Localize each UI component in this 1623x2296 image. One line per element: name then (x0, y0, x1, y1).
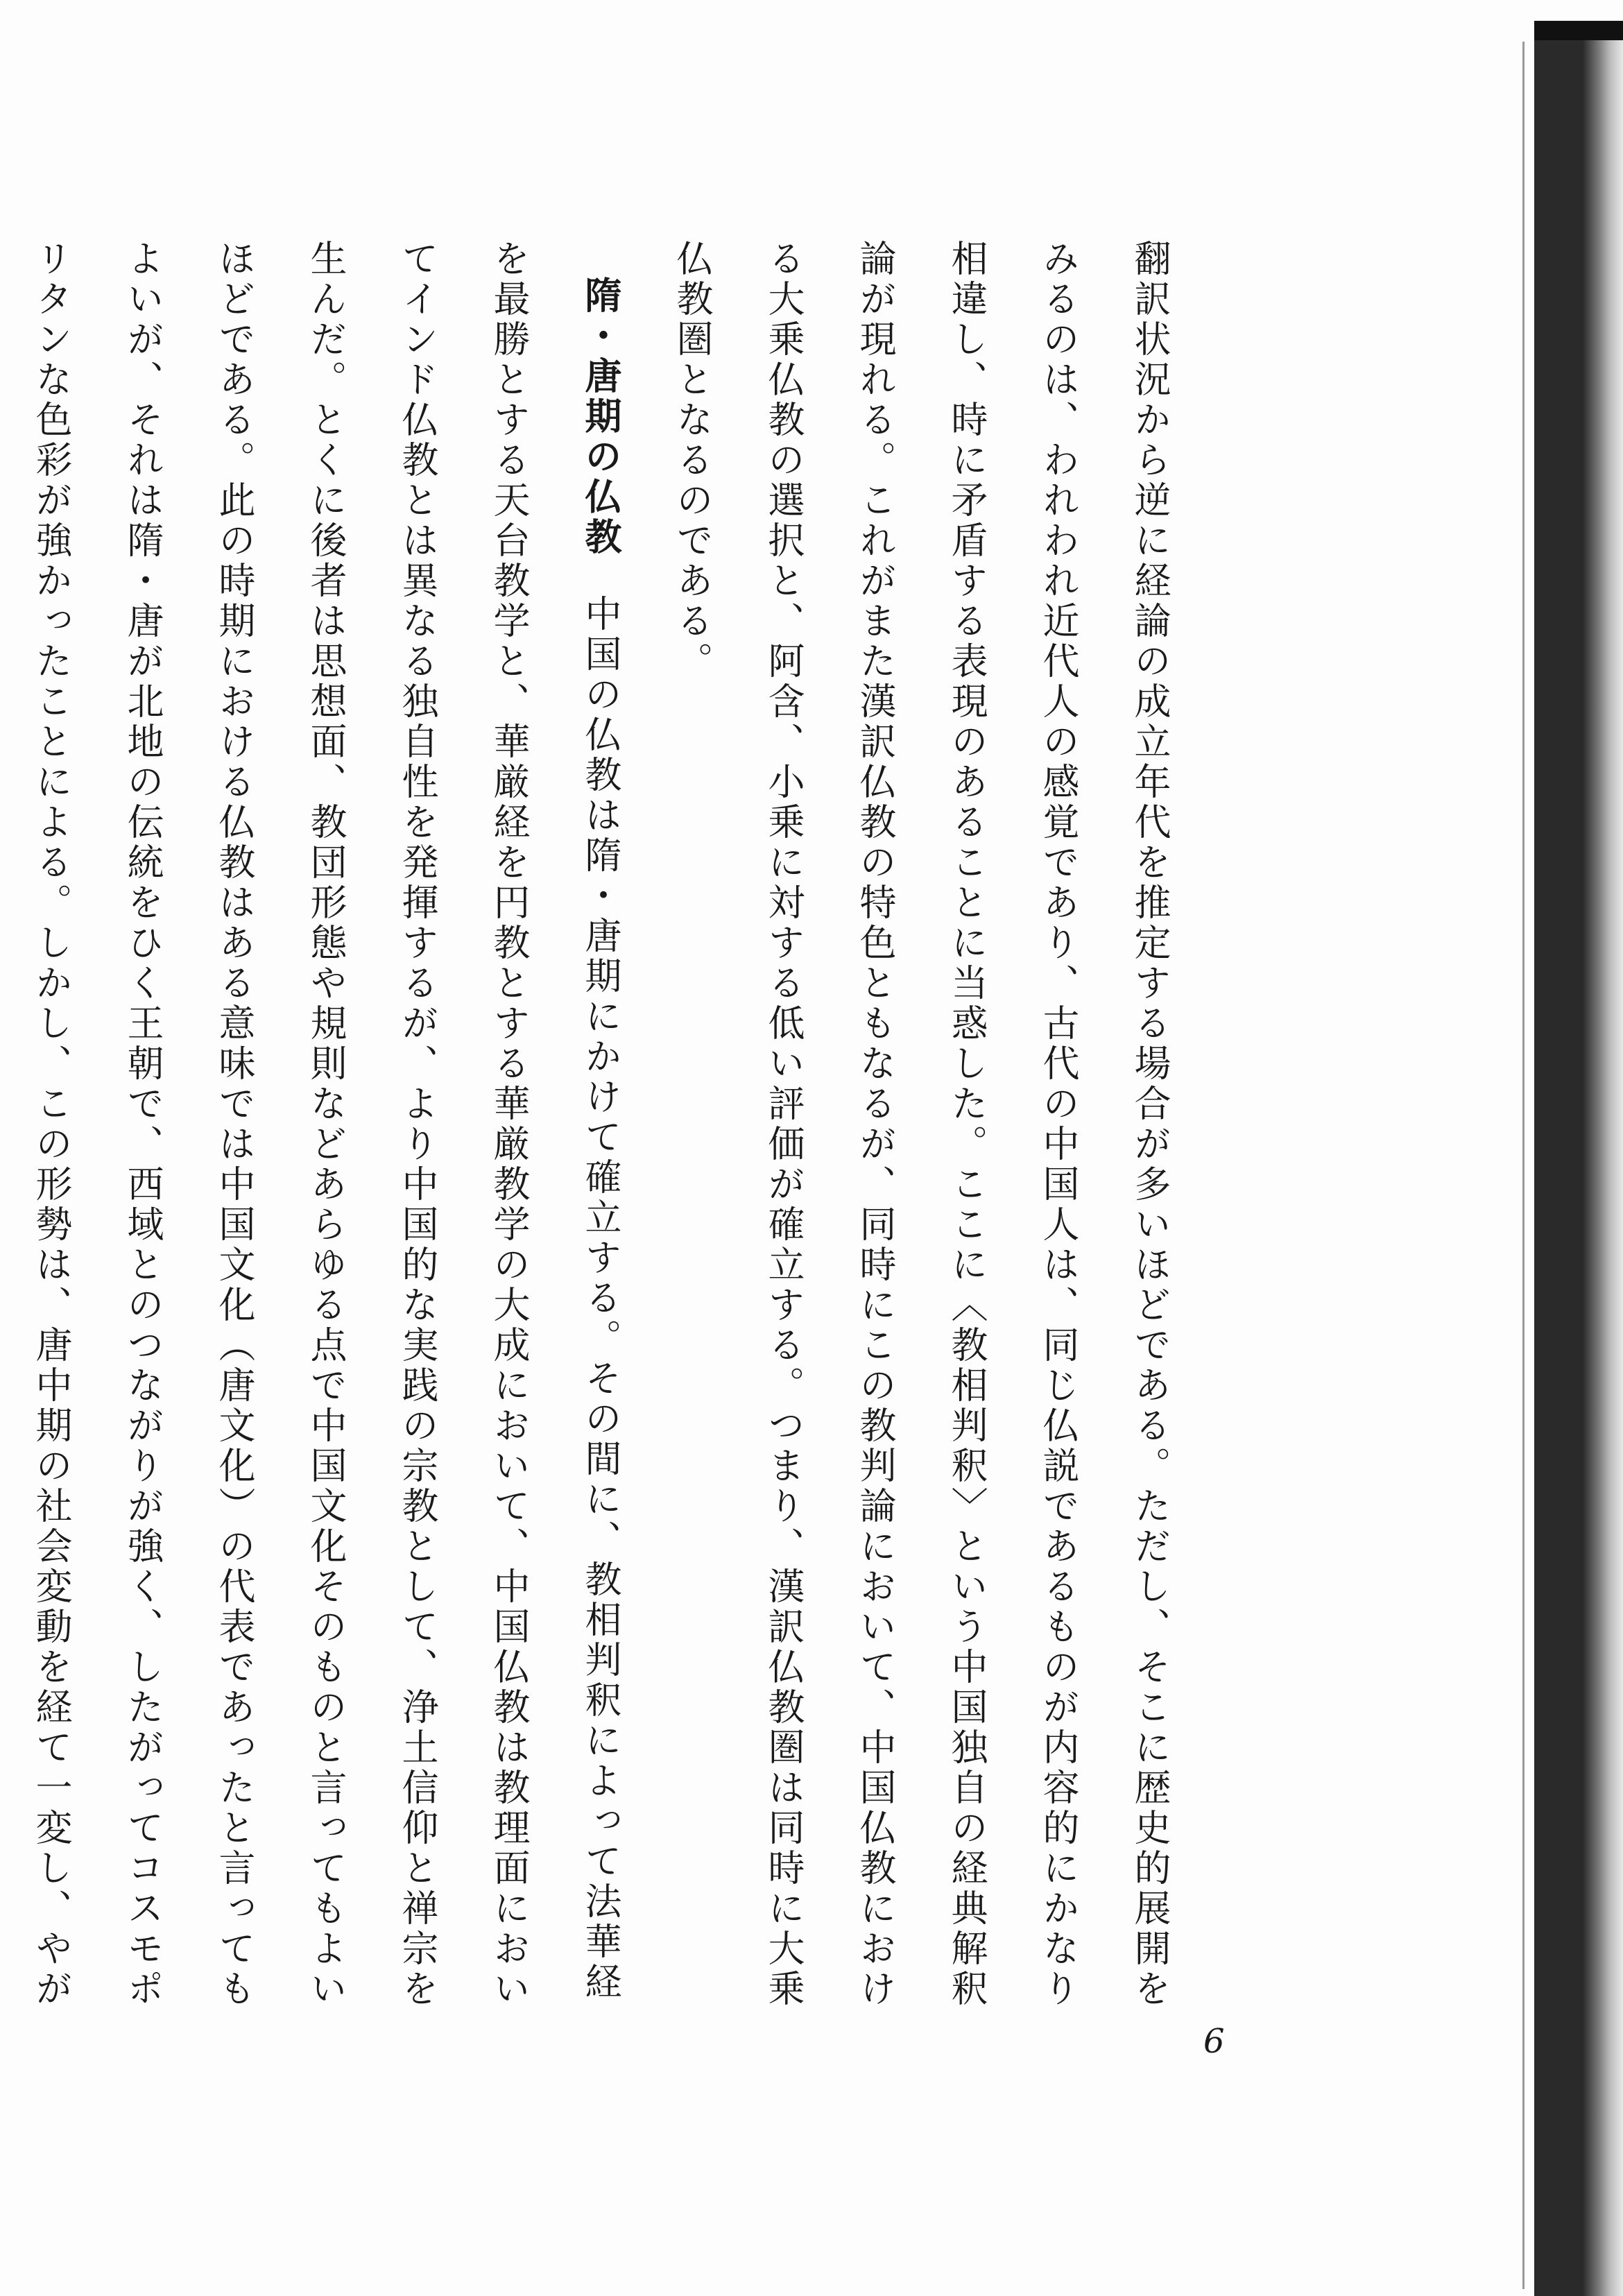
page-number: 6 (1203, 2022, 1225, 2061)
paragraph-1: 翻訳状況から逆に経論の成立年代を推定する場合が多いほどである。ただし、そこに歴史的展開をみるのは、われわれ近代人の感覚であり、古代の中国人は、同じ仏説であるものが内容的にかなり相違し、時に矛盾する表現のあることに当惑した。ここに〈教相判釈〉という中国独自の経典解釈論が現れる。これがまた漢訳仏教の特色ともなるが、同時にこの教判論において、中国仏教における大乗仏教の選択と、阿含、小乗に対する低い評価が確立する。つまり、漢訳仏教圏は同時に大乗仏教圏となるのである。 (671, 239, 1171, 2010)
book-spine-edge (1534, 21, 1623, 2296)
paragraph-2 (0, 239, 646, 2029)
section-heading: 隋・唐期の仏教 (579, 276, 621, 558)
page-fold-line (1522, 42, 1525, 2289)
book-spine-cap (1534, 21, 1623, 40)
paragraph-2-text: 中国の仏教は隋・唐期にかけて確立する。その間に、教相判釈によって法華経を最勝とする天台教学と、華厳経を円教とする華厳教学の大成において、中国仏教は教理面においてインド仏教とは異なる独自性を発揮するが、より中国的な実践の宗教として、浄土信仰と禅宗を生んだ。とくに後者は思想面、教団形態や規則などあらゆる点で中国文化そのものと言ってもよいほどである。此の時期における仏教はある意味では中国文化（唐文化）の代表であったと言ってもよいが、それは隋・唐が北地の伝統をひく王朝で、西域とのつながりが強く、したがってコスモポリタンな色彩が強かったことによる。しかし、この形勢は、唐中期の社会変動を経て一変し、やが (30, 239, 621, 2010)
vertical-text-body (30, 239, 1287, 2029)
